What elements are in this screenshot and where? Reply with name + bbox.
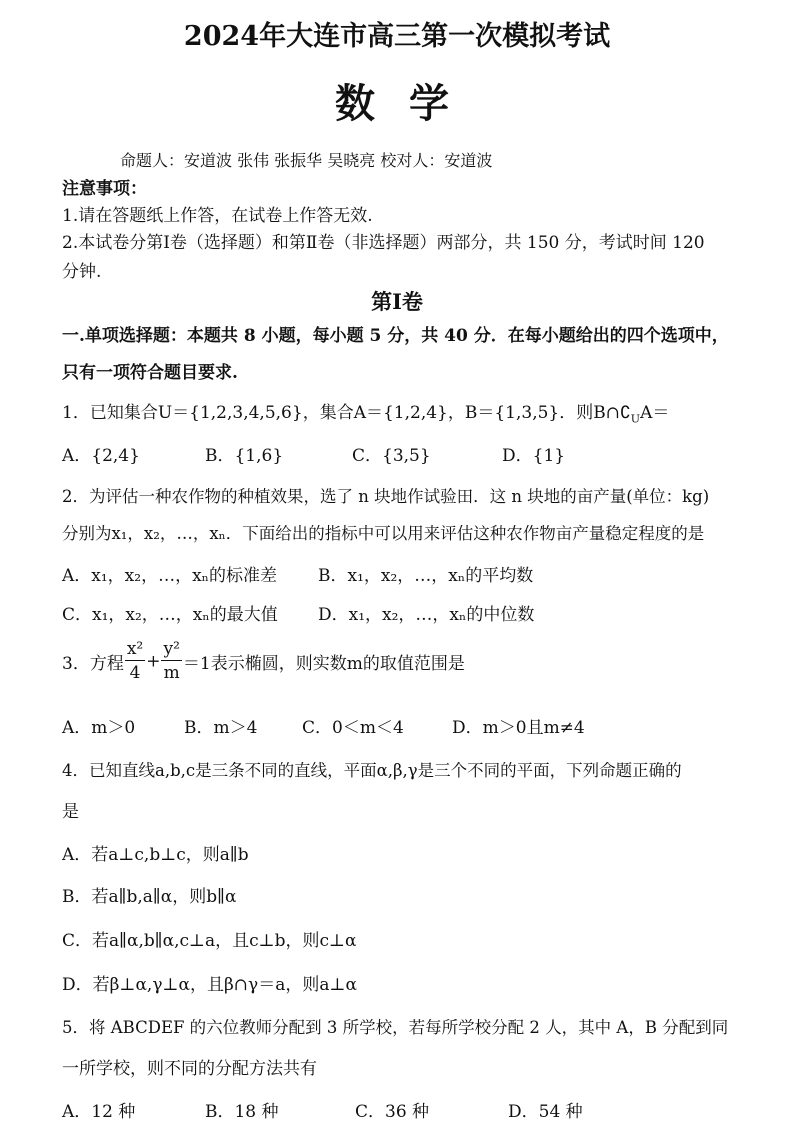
q1-option-b: B．{1,6} bbox=[205, 446, 284, 466]
q3-frac1-denominator: 4 bbox=[129, 663, 141, 683]
q3-plus: + bbox=[146, 651, 161, 672]
q1-stem-text: 1．已知集合U＝{1,2,3,4,5,6}，集合A＝{1,2,4}，B＝{1,3,5}．则B∩∁ bbox=[62, 403, 631, 423]
question-5-stem-cont: 一所学校，则不同的分配方法共有 bbox=[62, 1059, 317, 1079]
q2-option-a: A．x₁，x₂，…，xₙ的标准差 bbox=[62, 566, 278, 586]
question-4-stem-cont: 是 bbox=[62, 802, 79, 822]
q3-prefix: 3．方程 bbox=[62, 654, 124, 674]
q4-option-b: B．若a∥b,a∥α，则b∥α bbox=[62, 887, 237, 907]
q5-option-d: D．54 种 bbox=[508, 1102, 583, 1122]
q2-option-c: C．x₁，x₂，…，xₙ的最大值 bbox=[62, 605, 278, 625]
q3-frac1-numerator: x² bbox=[126, 639, 144, 659]
section-title: 第Ⅰ卷 bbox=[371, 289, 423, 314]
q4-option-d: D．若β⊥α,γ⊥α，且β∩γ＝a，则a⊥α bbox=[62, 975, 357, 995]
q3-suffix: ＝1表示椭圆，则实数m的取值范围是 bbox=[182, 654, 465, 674]
q5-option-c: C．36 种 bbox=[355, 1102, 430, 1122]
question-2-stem: 2．为评估一种农作物的种植效果，选了 n 块地作试验田．这 n 块地的亩产量(单位：kg) bbox=[62, 487, 710, 506]
q4-option-a: A．若a⊥c,b⊥c，则a∥b bbox=[62, 845, 249, 865]
q1-option-d: D．{1} bbox=[502, 446, 566, 466]
q1-stem-end: A＝ bbox=[640, 403, 670, 423]
q3-option-d: D．m＞0且m≠4 bbox=[452, 718, 585, 738]
question-5-stem: 5．将 ABCDEF 的六位教师分配到 3 所学校，若每所学校分配 2 人，其中 A，B 分配到同 bbox=[62, 1018, 729, 1037]
question-4-stem: 4．已知直线a,b,c是三条不同的直线，平面α,β,γ是三个不同的平面，下列命题正确的 bbox=[62, 761, 682, 780]
authors-line: 命题人：安道波 张伟 张振华 吴晓亮 校对人：安道波 bbox=[120, 151, 493, 170]
exam-title: 2024年大连市高三第一次模拟考试 bbox=[183, 21, 611, 52]
section-intro: 一.单项选择题：本题共 8 小题，每小题 5 分，共 40 分．在每小题给出的四个选项中， bbox=[62, 326, 729, 346]
note-item-2: 2.本试卷分第Ⅰ卷（选择题）和第Ⅱ卷（非选择题）两部分，共 150 分，考试时间 120 bbox=[62, 233, 705, 253]
question-1-stem bbox=[62, 398, 669, 425]
q3-frac2-numerator: y² bbox=[163, 639, 180, 659]
q3-fraction-y bbox=[161, 638, 181, 685]
notes-heading: 注意事项： bbox=[62, 179, 147, 199]
question-3-stem bbox=[62, 638, 465, 685]
q2-option-b: B．x₁，x₂，…，xₙ的平均数 bbox=[318, 566, 534, 586]
subject-title: 数 学 bbox=[335, 80, 459, 127]
q1-option-a: A．{2,4} bbox=[62, 446, 140, 466]
q4-option-c: C．若a∥α,b∥α,c⊥a，且c⊥b，则c⊥α bbox=[62, 931, 357, 951]
note-item-1: 1.请在答题纸上作答，在试卷上作答无效. bbox=[62, 206, 373, 226]
q1-subscript: U bbox=[630, 412, 641, 426]
q5-option-b: B．18 种 bbox=[205, 1102, 279, 1122]
note-item-2-cont: 分钟. bbox=[62, 262, 102, 282]
q3-option-a: A．m＞0 bbox=[62, 718, 136, 738]
section-intro-cont: 只有一项符合题目要求. bbox=[62, 363, 238, 383]
q3-option-c: C．0＜m＜4 bbox=[302, 718, 404, 738]
q3-fraction-x bbox=[125, 638, 145, 685]
q1-option-c: C．{3,5} bbox=[352, 446, 431, 466]
question-2-stem-cont: 分别为x₁，x₂，…，xₙ．下面给出的指标中可以用来评估这种农作物亩产量稳定程度的是 bbox=[62, 524, 705, 543]
q3-frac2-denominator: m bbox=[163, 663, 180, 683]
q2-option-d: D．x₁，x₂，…，xₙ的中位数 bbox=[318, 605, 535, 625]
q5-option-a: A．12 种 bbox=[62, 1102, 136, 1122]
q3-option-b: B．m＞4 bbox=[184, 718, 258, 738]
